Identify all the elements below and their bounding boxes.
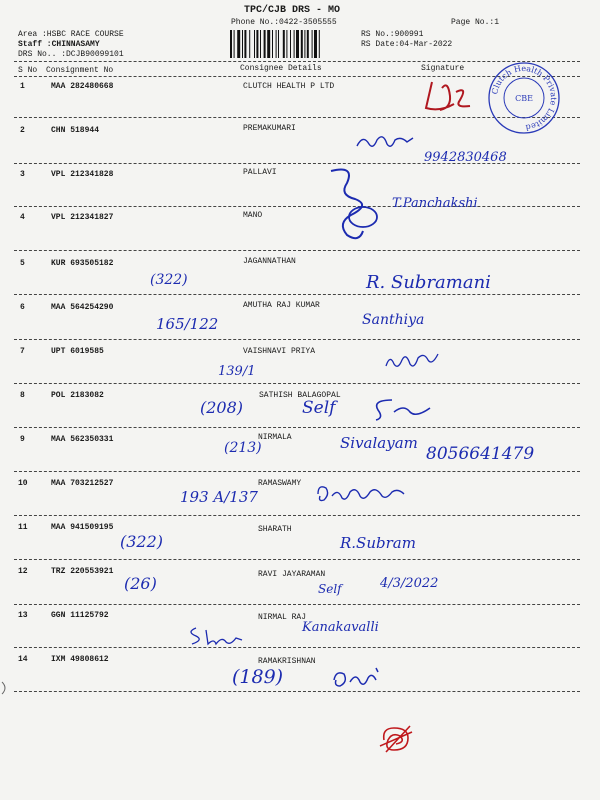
row-consignment: TRZ 220553921 (51, 567, 114, 576)
phone-number: Phone No.:0422-3505555 (231, 18, 337, 27)
barcode-bar (249, 30, 250, 58)
stamp-center-text: CBE (515, 94, 533, 103)
handwritten-number-row8: (208) (200, 398, 244, 417)
row-consignment: POL 2183082 (51, 391, 104, 400)
row-consignment: UPT 6019585 (51, 347, 104, 356)
row-consignee: JAGANNATHAN (243, 257, 296, 266)
row-sno: 8 (20, 391, 25, 400)
barcode-bar (230, 30, 232, 58)
row-consignee: RAMASWAMY (258, 479, 302, 488)
barcode-bar (286, 30, 287, 58)
handwritten-self-row8: Self (302, 398, 336, 418)
staff-label: Staff :CHINNASAMY (18, 40, 100, 49)
barcode-bar (294, 30, 295, 58)
barcode-bar (242, 30, 243, 58)
row-sno: 10 (18, 479, 28, 488)
row-sno: 12 (18, 567, 28, 576)
row-sno: 13 (18, 611, 28, 620)
handwritten-number-row12: (26) (124, 574, 157, 593)
handwritten-sign-row11: R.Subram (340, 534, 416, 552)
stamp-ring-text: Clutch Health Private Limited (490, 63, 559, 133)
handwritten-date-row12: 4/3/2022 (380, 576, 439, 591)
row-divider (14, 206, 580, 207)
barcode-bar (244, 30, 246, 58)
barcode-bar (290, 30, 291, 58)
punch-hole (0, 680, 10, 696)
handwritten-number-row10: 193 A/137 (180, 488, 258, 506)
row-divider (14, 559, 580, 560)
row-consignee: NIRMAL RAJ (258, 613, 307, 622)
row-consignee: SHARATH (258, 525, 292, 534)
barcode-bar (301, 30, 303, 58)
row-sno: 11 (18, 523, 28, 532)
row-sno: 7 (20, 347, 25, 356)
row-sno: 9 (20, 435, 25, 444)
handwritten-sign-row4: T.Panchakshi (392, 196, 478, 211)
row-consignment: MAA 941509195 (51, 523, 114, 532)
row-divider (14, 339, 580, 340)
barcode-bar (304, 30, 305, 58)
row-consignee: RAMAKRISHNAN (258, 657, 316, 666)
barcode-bar (237, 30, 240, 58)
col-sno: S No (18, 66, 38, 75)
barcode-bar (264, 30, 266, 58)
barcode-bar (296, 30, 299, 58)
barcode-bar (319, 30, 320, 58)
row-consignment: IXM 49808612 (51, 655, 109, 664)
barcode (230, 30, 355, 58)
row-consignee: PREMAKUMARI (243, 124, 296, 133)
handwritten-sign-row5: R. Subramani (366, 272, 491, 293)
row-consignment: MAA 703212527 (51, 479, 114, 488)
signature-row13 (186, 624, 246, 648)
row-consignee: NIRMALA (258, 433, 292, 442)
barcode-bar (312, 30, 313, 58)
row-consignee: RAVI JAYARAMAN (258, 570, 326, 579)
row-divider (14, 294, 580, 295)
row-consignment: VPL 212341827 (51, 213, 114, 222)
row-consignment: MAA 564254290 (51, 303, 114, 312)
row-consignee: VAISHNAVI PRIYA (243, 347, 316, 356)
row-consignee: CLUTCH HEALTH P LTD (243, 82, 335, 91)
handwritten-number-row7: 139/1 (218, 364, 256, 379)
barcode-bar (260, 30, 261, 58)
row-sno: 1 (20, 82, 25, 91)
row-consignment: MAA 282480668 (51, 82, 114, 91)
row-consignment: CHN 518944 (51, 126, 100, 135)
row-consignment: GGN 11125792 (51, 611, 109, 620)
handwritten-self-row12: Self (318, 582, 342, 596)
row-divider (14, 471, 580, 472)
signature-row3 (325, 165, 385, 243)
red-scribble-mark (378, 722, 416, 756)
row-sno: 2 (20, 126, 25, 135)
col-consignment: Consignment No (46, 66, 114, 75)
company-stamp (486, 60, 562, 136)
handwritten-sign-row6: Santhiya (362, 312, 425, 328)
row-sno: 14 (18, 655, 28, 664)
row-consignee: PALLAVI (243, 168, 277, 177)
row-divider (14, 604, 580, 605)
row-divider (14, 383, 580, 384)
row-consignment: KUR 693505182 (51, 259, 114, 268)
row-divider (14, 515, 580, 516)
row-consignment: VPL 212341828 (51, 170, 114, 179)
signature-row8 (370, 396, 432, 422)
signature-row7 (384, 346, 440, 372)
page-number: Page No.:1 (451, 18, 500, 27)
row-consignee: SATHISH BALAGOPAL (259, 391, 341, 400)
barcode-bar (272, 30, 273, 58)
signature-row10 (314, 480, 408, 506)
row-consignment: MAA 562350331 (51, 435, 114, 444)
row-sno: 6 (20, 303, 25, 312)
barcode-bar (254, 30, 255, 58)
row-consignee: AMUTHA RAJ KUMAR (243, 301, 320, 310)
barcode-bar (314, 30, 317, 58)
row-sno: 3 (20, 170, 25, 179)
handwritten-phone-row9: 8056641479 (426, 444, 535, 464)
handwritten-number-row14: (189) (232, 666, 284, 688)
signature-row2 (355, 128, 415, 154)
handwritten-sign-row9: Sivalayam (340, 434, 418, 452)
row-divider (14, 427, 580, 428)
document-title: TPC/CJB DRS - MO (244, 5, 341, 16)
handwritten-number-row5: (322) (150, 272, 188, 288)
col-consignee: Consignee Details (240, 64, 322, 73)
row-sno: 5 (20, 259, 25, 268)
barcode-bar (234, 30, 235, 58)
signature-row14 (330, 664, 382, 692)
handwritten-number-row6: 165/122 (156, 315, 219, 333)
handwritten-sign-row13: Kanakavalli (302, 620, 379, 635)
barcode-bar (267, 30, 270, 58)
barcode-bar (278, 30, 279, 58)
handwritten-number-row11: (322) (120, 532, 164, 551)
row-consignee: MANO (243, 211, 263, 220)
barcode-bar (276, 30, 277, 58)
row-divider (14, 647, 580, 648)
barcode-bar (283, 30, 285, 58)
rs-number: RS No.:900991 (361, 30, 424, 39)
row-sno: 4 (20, 213, 25, 222)
row-divider (14, 691, 580, 692)
handwritten-number-row9: (213) (224, 440, 262, 456)
row-divider (14, 250, 580, 251)
barcode-bar (307, 30, 309, 58)
area-label: Area :HSBC RACE COURSE (18, 30, 124, 39)
col-signature: Signature (421, 64, 465, 73)
barcode-bar (256, 30, 258, 58)
rs-date: RS Date:04-Mar-2022 (361, 40, 453, 49)
signature-row1 (420, 78, 480, 116)
handwritten-phone-row2: 9942830468 (424, 150, 507, 165)
drs-number: DRS No.. :DCJB90099101 (18, 50, 124, 59)
